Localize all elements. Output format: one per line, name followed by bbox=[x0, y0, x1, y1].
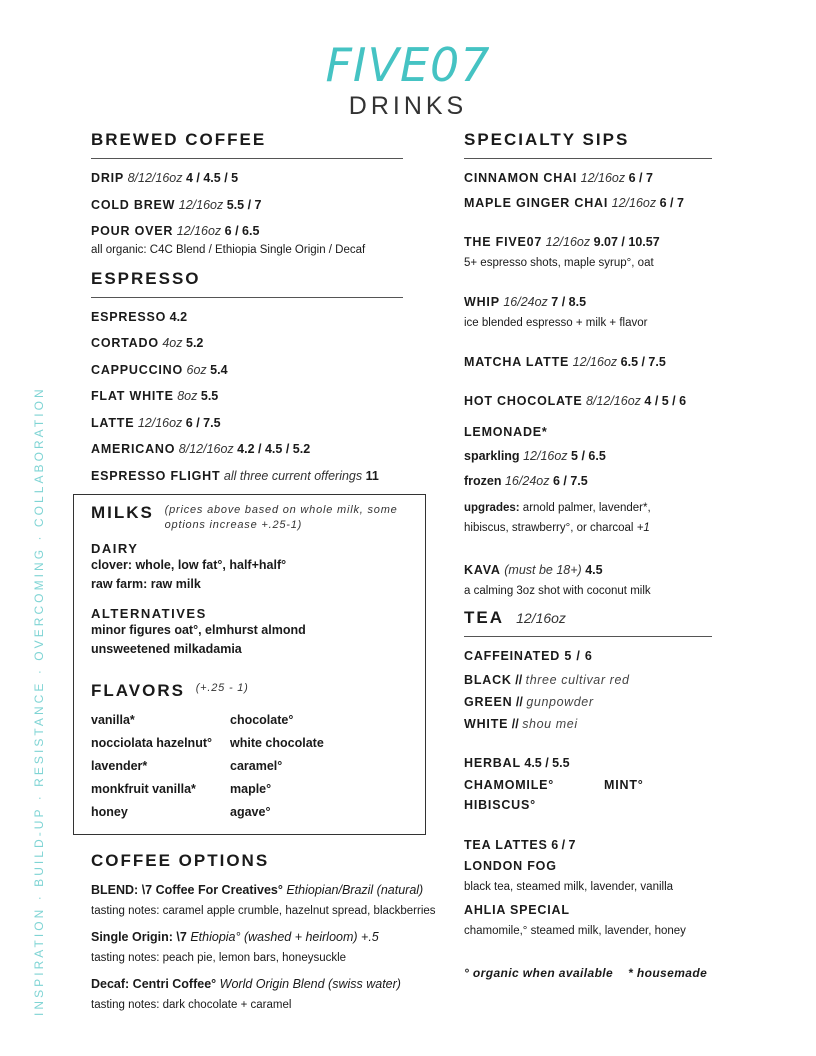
tea-latte-description: chamomile,° steamed milk, lavender, honey bbox=[464, 925, 686, 937]
option-detail: Ethiopia° (washed + heirloom) +.5 bbox=[190, 930, 379, 944]
brand-logo: FIVE07 bbox=[325, 38, 491, 92]
coffee-option bbox=[91, 880, 436, 922]
item-price: 6.5 / 7.5 bbox=[620, 355, 666, 369]
item-size: 12/16oz bbox=[137, 415, 183, 430]
dairy-line: clover: whole, low fat°, half+half° bbox=[91, 558, 287, 572]
item-name: MAPLE GINGER CHAI bbox=[464, 196, 609, 210]
item-name: CINNAMON CHAI bbox=[464, 171, 578, 185]
item-price: 7 / 8.5 bbox=[551, 295, 587, 309]
alternatives-line: minor figures oat°, elmhurst almond bbox=[91, 623, 306, 637]
flavors-heading bbox=[91, 681, 408, 701]
menu-item bbox=[91, 388, 403, 405]
option-notes: tasting notes: caramel apple crumble, hazelnut spread, blackberries bbox=[91, 905, 436, 917]
item-name: POUR OVER bbox=[91, 224, 174, 238]
item-price: 5.5 / 7 bbox=[226, 197, 262, 212]
lemonade-frozen: frozen 16/24oz 6 / 7.5 bbox=[464, 474, 588, 488]
right-column bbox=[464, 130, 712, 980]
item-size: 12/16oz bbox=[611, 196, 657, 210]
menu-item bbox=[91, 197, 403, 214]
item-size: 12/16oz bbox=[545, 235, 591, 249]
item-price: 6 / 7 bbox=[659, 196, 684, 210]
item-price: 6 / 7.5 bbox=[185, 415, 221, 430]
item-description: 5+ espresso shots, maple syrup°, oat bbox=[464, 257, 654, 269]
option-notes: tasting notes: dark chocolate + caramel bbox=[91, 999, 292, 1011]
item-size: 4oz bbox=[162, 336, 183, 350]
tea-name: GREEN bbox=[464, 695, 513, 709]
item-price: 6 / 6.5 bbox=[224, 224, 260, 238]
tea-latte-item bbox=[464, 902, 712, 940]
item-price: 4.2 / 4.5 / 5.2 bbox=[237, 442, 311, 456]
item-price: 4 / 4.5 / 5 bbox=[185, 171, 239, 185]
flavor-item: monkfruit vanilla* bbox=[91, 782, 196, 796]
tea-separator: // bbox=[511, 673, 526, 687]
footer-note: ° organic when available * housemade bbox=[464, 966, 708, 980]
item-size: 8oz bbox=[177, 389, 198, 403]
menu-item bbox=[464, 195, 712, 212]
item-description: all organic: C4C Blend / Ethiopia Single Origin / Decaf bbox=[91, 244, 366, 256]
menu-item bbox=[91, 223, 403, 259]
caffeinated-list bbox=[464, 669, 712, 735]
tea-name: WHITE bbox=[464, 717, 509, 731]
item-size: all three current offerings bbox=[223, 468, 363, 483]
flavor-item: maple° bbox=[230, 782, 272, 796]
item-size: 12/16oz bbox=[178, 197, 224, 212]
tea-description: gunpowder bbox=[526, 695, 594, 709]
kava-item: KAVA (must be 18+) 4.5 a calming 3oz shot with coconut milk bbox=[464, 563, 651, 597]
espresso-list bbox=[91, 309, 403, 485]
item-size: 12/16oz bbox=[572, 355, 618, 369]
herbal-item: MINT° bbox=[604, 778, 644, 792]
tea-latte-name: LONDON FOG bbox=[464, 859, 557, 873]
tea-lattes-list bbox=[464, 858, 712, 940]
caffeinated-tea bbox=[464, 669, 712, 691]
coffee-options-heading: COFFEE OPTIONS bbox=[91, 851, 270, 870]
menu-item bbox=[91, 335, 403, 352]
coffee-options-list bbox=[91, 880, 436, 1016]
flavors-title: FLAVORS bbox=[91, 681, 185, 700]
menu-item bbox=[91, 309, 403, 326]
option-detail: World Origin Blend (swiss water) bbox=[219, 977, 401, 991]
tea-lattes-heading: TEA LATTES 6 / 7 bbox=[464, 838, 576, 852]
coffee-option bbox=[91, 974, 403, 1016]
herbal-item: CHAMOMILE° bbox=[464, 778, 555, 792]
lemonade-upgrades: upgrades: arnold palmer, lavender*, hibiscus, strawberry°, or charcoal +1 bbox=[464, 502, 651, 534]
alternatives-heading: ALTERNATIVES bbox=[91, 606, 207, 621]
item-price: 5.2 bbox=[186, 336, 204, 350]
tea-separator: // bbox=[512, 695, 527, 709]
item-description: ice blended espresso + milk + flavor bbox=[464, 317, 648, 329]
option-label: BLEND: \7 Coffee For Creatives° bbox=[91, 883, 283, 897]
item-name: LATTE bbox=[91, 415, 135, 430]
item-name: ESPRESSO FLIGHT bbox=[91, 468, 221, 483]
menu-item bbox=[91, 468, 403, 485]
item-name: WHIP bbox=[464, 295, 500, 309]
item-size: 6oz bbox=[186, 362, 207, 377]
item-price: 6 / 7 bbox=[628, 171, 653, 185]
item-price: 9.07 / 10.57 bbox=[593, 235, 660, 249]
flavor-item: honey bbox=[91, 805, 128, 819]
option-notes: tasting notes: peach pie, lemon bars, honeysuckle bbox=[91, 952, 347, 964]
herbal-heading: HERBAL 4.5 / 5.5 bbox=[464, 756, 570, 770]
item-size: 8/12/16oz bbox=[585, 394, 641, 408]
tea-description: shou mei bbox=[522, 717, 578, 731]
brewed-coffee-heading: BREWED COFFEE bbox=[91, 130, 403, 159]
menu-item bbox=[464, 234, 712, 272]
item-size: 12/16oz bbox=[580, 171, 626, 185]
tea-latte-name: AHLIA SPECIAL bbox=[464, 903, 570, 917]
menu-item bbox=[464, 170, 712, 187]
menu-item bbox=[91, 170, 403, 187]
caffeinated-tea bbox=[464, 691, 712, 713]
flavor-item: caramel° bbox=[230, 759, 283, 773]
item-size: 8/12/16oz bbox=[178, 442, 234, 456]
espresso-heading: ESPRESSO bbox=[91, 269, 403, 298]
item-name: MATCHA LATTE bbox=[464, 355, 570, 369]
tea-name: BLACK bbox=[464, 673, 512, 687]
tea-description: three cultivar red bbox=[525, 673, 630, 687]
option-label: Single Origin: \7 bbox=[91, 930, 187, 944]
vertical-tagline: INSPIRATION · BUILD-UP · RESISTANCE · OVERCOMING · COLLABORATION bbox=[32, 386, 46, 1016]
dairy-line: raw farm: raw milk bbox=[91, 577, 201, 591]
milks-title: MILKS bbox=[91, 503, 154, 522]
item-name: FLAT WHITE bbox=[91, 389, 174, 403]
option-detail: Ethiopian/Brazil (natural) bbox=[286, 883, 424, 897]
caffeinated-heading: CAFFEINATED 5 / 6 bbox=[464, 649, 593, 663]
menu-item bbox=[91, 415, 403, 432]
item-name: CAPPUCCINO bbox=[91, 362, 184, 377]
tea-latte-description: black tea, steamed milk, lavender, vanilla bbox=[464, 881, 674, 893]
item-price: 4.2 bbox=[169, 309, 188, 324]
alternatives-line: unsweetened milkadamia bbox=[91, 642, 242, 656]
tea-latte-item bbox=[464, 858, 712, 896]
menu-item bbox=[464, 294, 712, 332]
herbal-item: HIBISCUS° bbox=[464, 798, 536, 812]
milks-heading bbox=[91, 503, 408, 533]
milks-note: (prices above based on whole milk, some options increase +.25-1) bbox=[164, 504, 398, 531]
flavor-item: lavender* bbox=[91, 759, 148, 773]
item-name: AMERICANO bbox=[91, 442, 176, 456]
left-column bbox=[91, 130, 436, 1021]
item-name: DRIP bbox=[91, 171, 125, 185]
tea-separator: // bbox=[508, 717, 523, 731]
menu-item bbox=[91, 362, 403, 379]
item-price: 5.5 bbox=[200, 389, 219, 403]
lemonade-sparkling: sparkling 12/16oz 5 / 6.5 bbox=[464, 449, 606, 463]
item-name: HOT CHOCOLATE bbox=[464, 394, 583, 408]
item-price: 5.4 bbox=[210, 362, 228, 377]
specialty-heading: SPECIALTY SIPS bbox=[464, 130, 712, 159]
item-price: 4 / 5 / 6 bbox=[644, 394, 687, 408]
menu-item bbox=[91, 441, 403, 458]
milks-flavors-box bbox=[73, 494, 426, 835]
item-price: 11 bbox=[365, 468, 379, 483]
flavors-note: (+.25 - 1) bbox=[195, 682, 249, 694]
flavor-item: nocciolata hazelnut° bbox=[91, 736, 212, 750]
menu-subtitle: DRINKS bbox=[348, 92, 468, 120]
flavor-item: chocolate° bbox=[230, 713, 294, 727]
item-name: COLD BREW bbox=[91, 197, 176, 212]
lemonade-title: LEMONADE* bbox=[464, 425, 548, 439]
flavors-grid bbox=[91, 711, 408, 822]
lemonade-heading bbox=[464, 424, 712, 441]
item-size: 16/24oz bbox=[503, 295, 548, 309]
menu-item bbox=[464, 393, 712, 410]
item-size: 12/16oz bbox=[176, 224, 222, 238]
caffeinated-tea bbox=[464, 713, 712, 735]
option-label: Decaf: Centri Coffee° bbox=[91, 977, 217, 991]
tea-heading: TEA 12/16oz bbox=[464, 608, 712, 637]
brewed-coffee-list bbox=[91, 170, 403, 259]
flavor-item: vanilla* bbox=[91, 713, 135, 727]
herbal-list bbox=[464, 775, 712, 815]
coffee-option bbox=[91, 927, 403, 969]
item-name: ESPRESSO bbox=[91, 309, 167, 324]
flavor-item: white chocolate bbox=[230, 736, 324, 750]
item-name: THE FIVE07 bbox=[464, 235, 543, 249]
item-name: CORTADO bbox=[91, 336, 159, 350]
dairy-heading: DAIRY bbox=[91, 541, 139, 556]
item-size: 8/12/16oz bbox=[127, 171, 183, 185]
menu-item bbox=[464, 354, 712, 371]
specialty-list bbox=[464, 170, 712, 410]
flavor-item: agave° bbox=[230, 805, 271, 819]
